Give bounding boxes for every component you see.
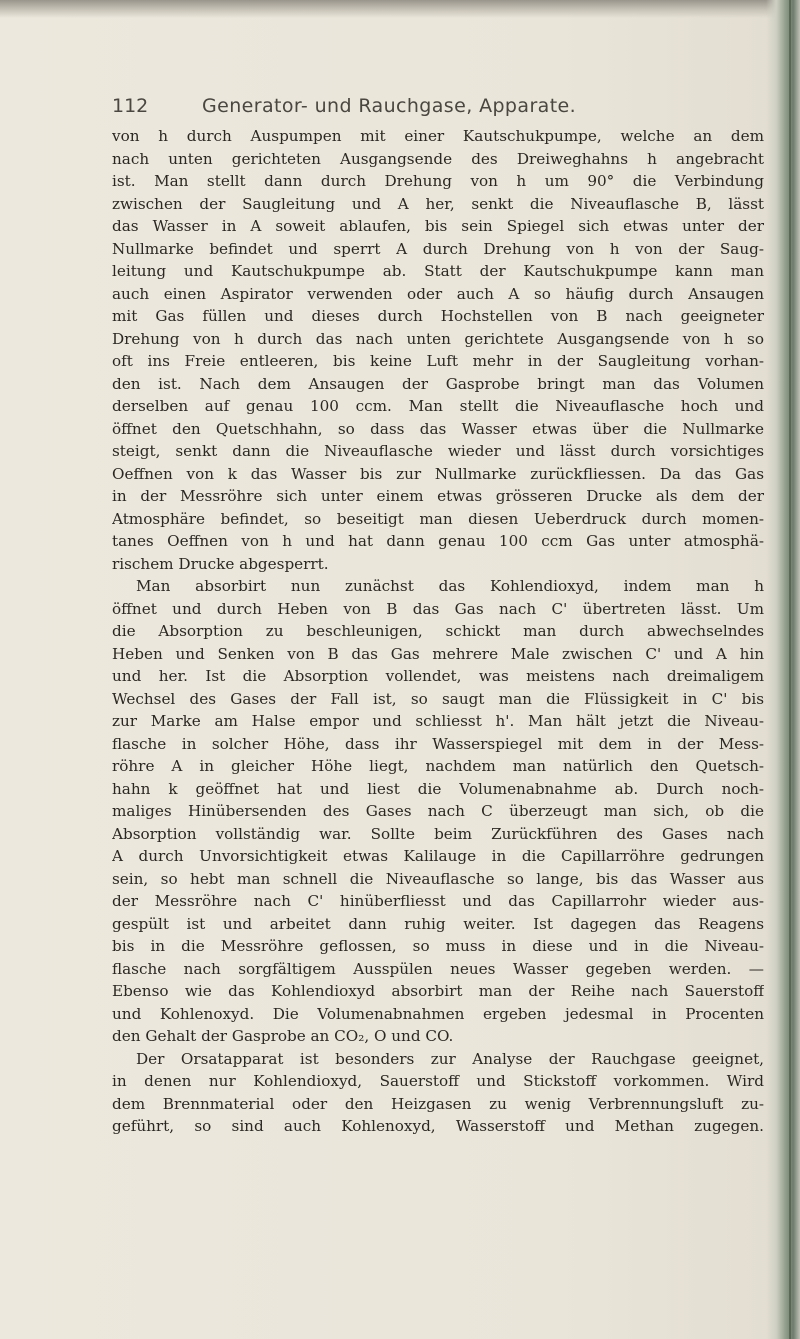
page-header <box>112 95 672 125</box>
text-line: und Kohlenoxyd. Die Volumenabnahmen ergeben jedesmal in Procenten <box>112 1004 764 1023</box>
text-line: dem Brennmaterial oder den Heizgasen zu wenig Verbrennungsluft zu- <box>112 1094 764 1113</box>
text-line: öffnet den Quetschhahn, so dass das Wasser etwas über die Nullmarke <box>112 419 764 438</box>
text-line: flasche nach sorgfältigem Ausspülen neues Wasser gegeben werden. — <box>112 959 764 978</box>
text-line: maliges Hinübersenden des Gases nach C überzeugt man sich, ob die <box>112 802 764 820</box>
page-binding-edge <box>766 0 800 1339</box>
text-line: und her. Ist die Absorption vollendet, was meistens nach dreimaligem <box>112 667 764 685</box>
text-line: Atmosphäre befindet, so beseitigt man diesen Ueberdruck durch momen- <box>112 509 764 528</box>
text-line: nach unten gerichteten Ausgangsende des Dreiweghahns h angebracht <box>112 149 764 168</box>
text-line: röhre A in gleicher Höhe liegt, nachdem man natürlich den Quetsch- <box>112 757 764 775</box>
running-title: Generator- und Rauchgase, Apparate. <box>202 95 577 117</box>
text-line: zur Marke am Halse empor und schliesst h'. Man hält jetzt die Niveau- <box>112 712 764 730</box>
text-line: derselben auf genau 100 ccm. Man stellt die Niveauflasche hoch und <box>112 397 764 415</box>
text-line: in denen nur Kohlendioxyd, Sauerstoff und Stickstoff vorkommen. Wird <box>112 1072 764 1090</box>
text-line: der Messröhre nach C' hinüberfliesst und das Capillarrohr wieder aus- <box>112 892 764 910</box>
text-line: sein, so hebt man schnell die Niveauflasche so lange, bis das Wasser aus <box>112 869 764 888</box>
text-line: den ist. Nach dem Ansaugen der Gasprobe bringt man das Volumen <box>112 374 764 393</box>
text-line: steigt, senkt dann die Niveauflasche wieder und lässt durch vorsichtiges <box>112 442 764 460</box>
text-line: auch einen Aspirator verwenden oder auch A so häufig durch Ansaugen <box>112 284 764 303</box>
text-line: Nullmarke befindet und sperrt A durch Drehung von h von der Saug- <box>112 239 764 258</box>
text-line: die Absorption zu beschleunigen, schickt man durch abwechselndes <box>112 622 764 640</box>
text-line: bis in die Messröhre geflossen, so muss in diese und in die Niveau- <box>112 937 764 955</box>
page-top-shadow <box>0 0 800 18</box>
text-line: Wechsel des Gases der Fall ist, so saugt man die Flüssigkeit in C' bis <box>112 689 764 708</box>
page-number: 112 <box>112 95 149 117</box>
text-line: oft ins Freie entleeren, bis keine Luft mehr in der Saugleitung vorhan- <box>112 352 764 370</box>
text-line: Ebenso wie das Kohlendioxyd absorbirt man der Reihe nach Sauerstoff <box>112 982 764 1000</box>
text-line: das Wasser in A soweit ablaufen, bis sein Spiegel sich etwas unter der <box>112 217 764 235</box>
text-line: gespült ist und arbeitet dann ruhig weiter. Ist dagegen das Reagens <box>112 914 764 933</box>
page-edge-line <box>789 0 791 1339</box>
text-line: leitung und Kautschukpumpe ab. Statt der Kautschukpumpe kann man <box>112 262 764 280</box>
text-line: Der Orsatapparat ist besonders zur Analyse der Rauchgase geeignet, <box>136 1049 764 1068</box>
text-line: Heben und Senken von B das Gas mehrere Male zwischen C' und A hin <box>112 644 764 663</box>
text-line: öffnet und durch Heben von B das Gas nach C' übertreten lässt. Um <box>112 599 764 618</box>
body-text <box>112 125 764 1138</box>
text-line: mit Gas füllen und dieses durch Hochstellen von B nach geeigneter <box>112 307 764 325</box>
text-line: Man absorbirt nun zunächst das Kohlendioxyd, indem man h <box>136 577 764 595</box>
text-line: geführt, so sind auch Kohlenoxyd, Wasserstoff und Methan zugegen. <box>112 1117 764 1135</box>
text-line: rischem Drucke abgesperrt. <box>112 554 329 573</box>
text-line: tanes Oeffnen von h und hat dann genau 100 ccm Gas unter atmosphä- <box>112 532 764 550</box>
text-line: von h durch Auspumpen mit einer Kautschukpumpe, welche an dem <box>112 127 764 145</box>
text-line: Oeffnen von k das Wasser bis zur Nullmarke zurückfliessen. Da das Gas <box>112 464 764 483</box>
text-line: den Gehalt der Gasprobe an CO₂, O und CO. <box>112 1027 454 1045</box>
text-line: hahn k geöffnet hat und liest die Volumenabnahme ab. Durch noch- <box>112 779 764 798</box>
text-line: Drehung von h durch das nach unten gerichtete Ausgangsende von h so <box>112 329 764 348</box>
text-line: flasche in solcher Höhe, dass ihr Wasserspiegel mit dem in der Mess- <box>112 734 764 753</box>
text-line: ist. Man stellt dann durch Drehung von h um 90° die Verbindung <box>112 172 764 190</box>
text-line: A durch Unvorsichtigkeit etwas Kalilauge in die Capillarröhre gedrungen <box>112 847 764 865</box>
text-line: in der Messröhre sich unter einem etwas grösseren Drucke als dem der <box>112 487 764 505</box>
text-line: zwischen der Saugleitung und A her, senkt die Niveauflasche B, lässt <box>112 194 764 213</box>
text-line: Absorption vollständig war. Sollte beim Zurückführen des Gases nach <box>112 824 764 843</box>
